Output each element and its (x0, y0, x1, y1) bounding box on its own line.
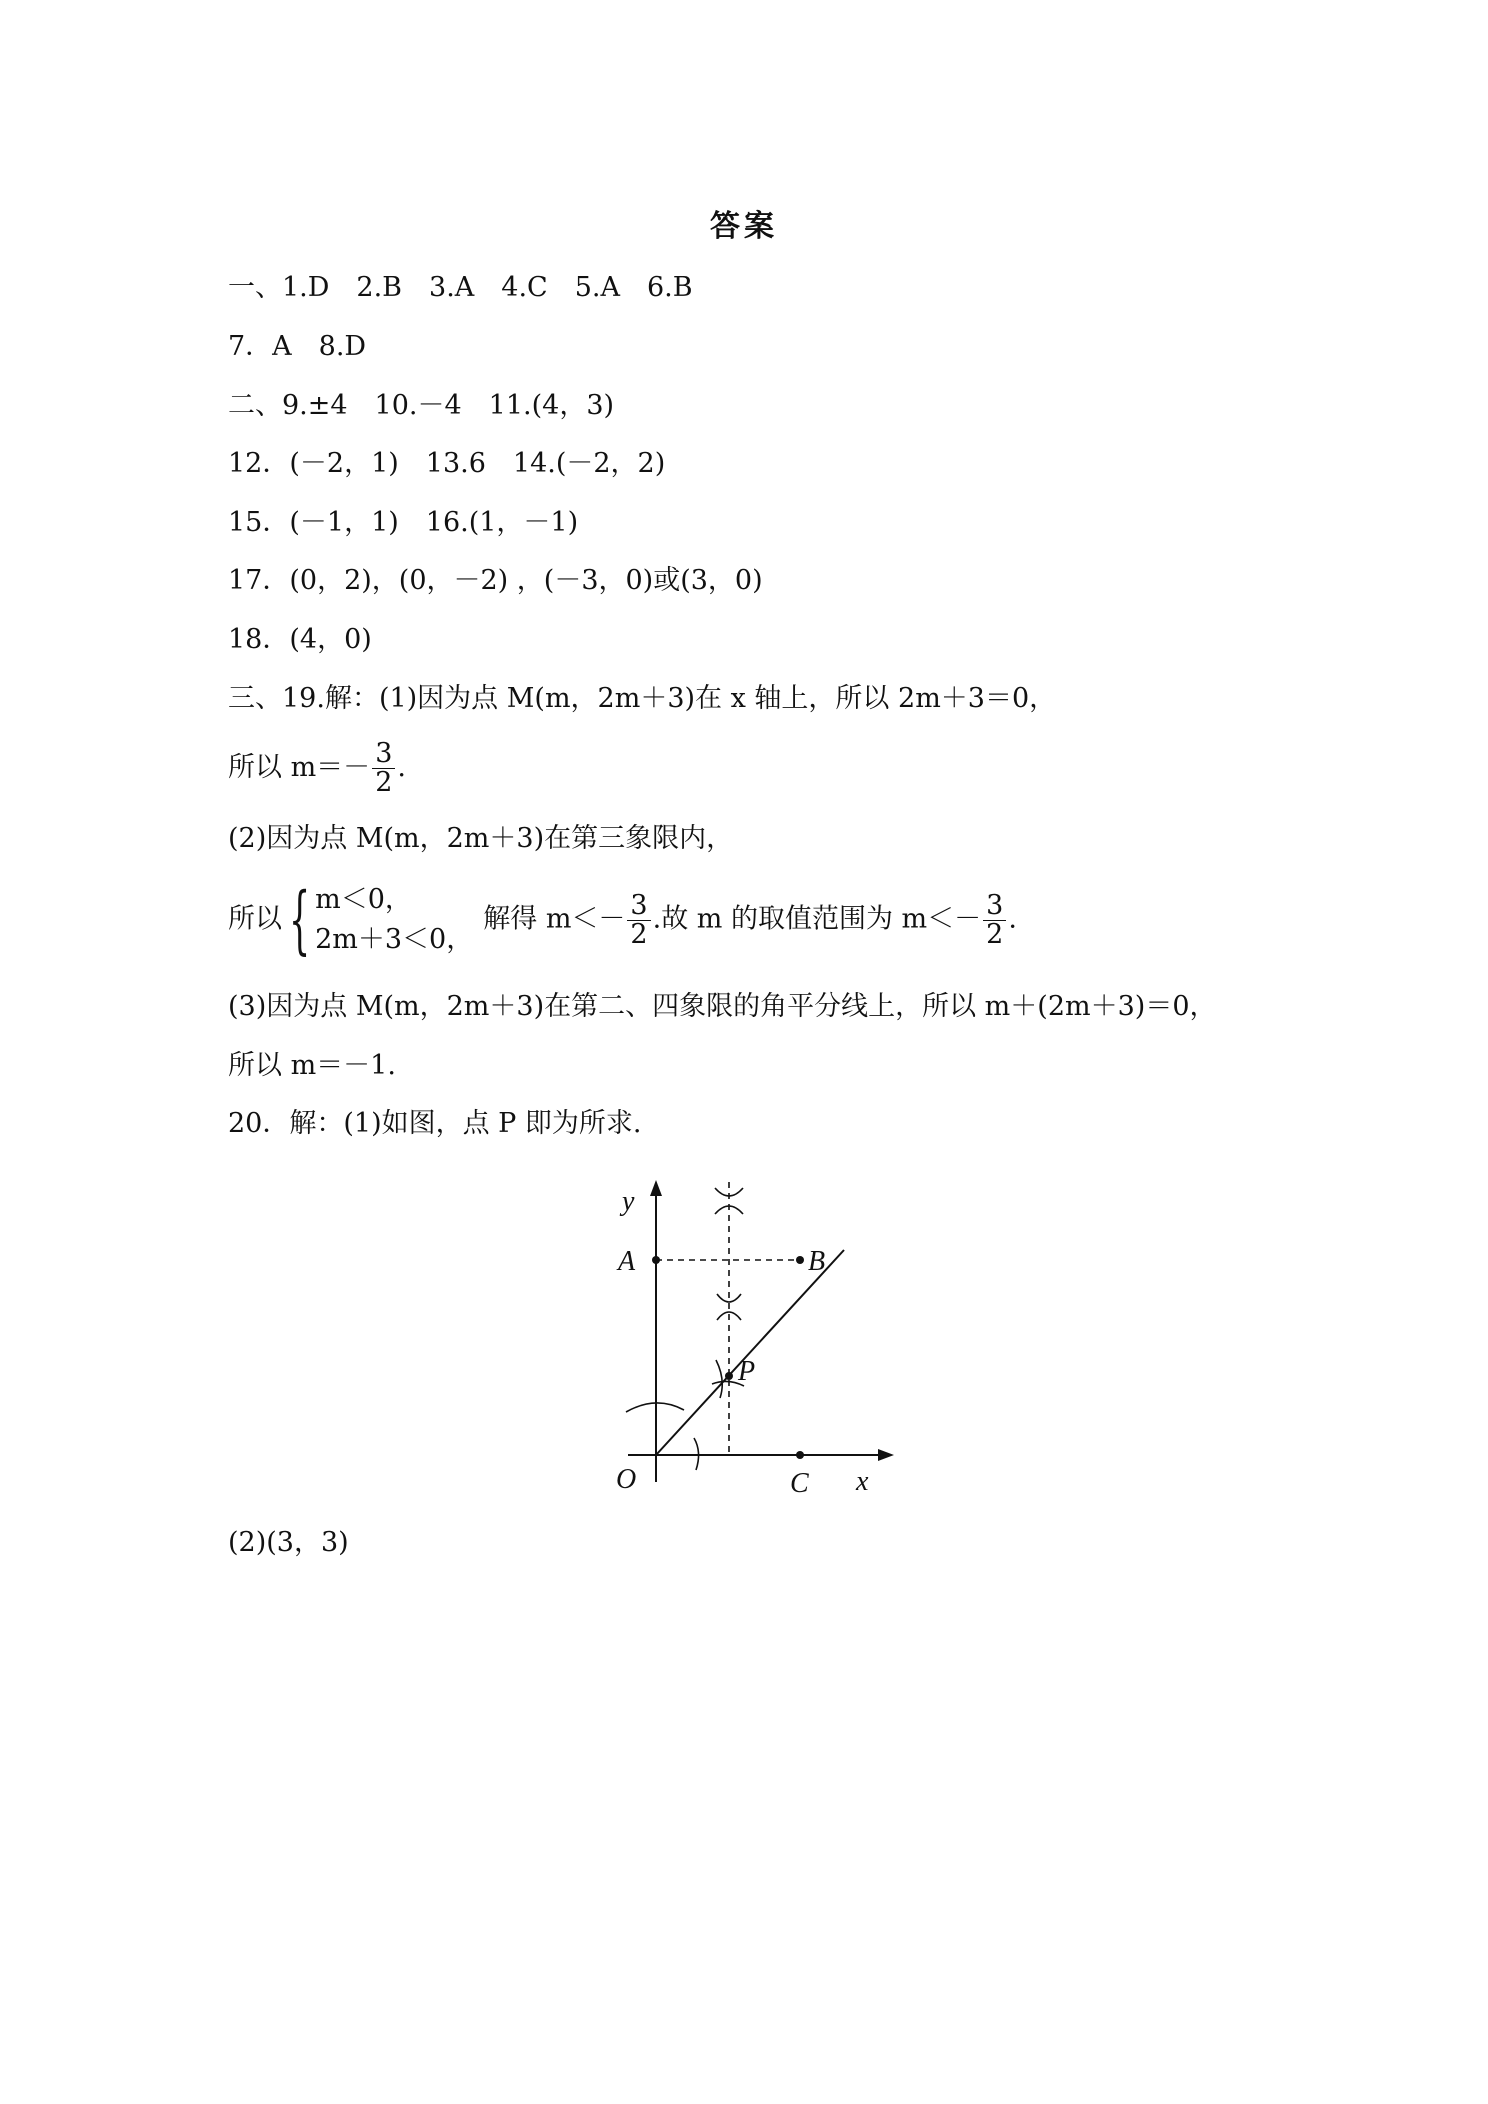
inequality-1: m＜0， (315, 884, 412, 915)
label-B: B (808, 1246, 826, 1277)
fraction (627, 889, 650, 950)
answer-line-10: (2)因为点 M(m，2m＋3)在第三象限内， (228, 823, 734, 854)
answer-line-11 (228, 877, 1017, 963)
line11-range: .故 m 的取值范围为 m＜－ (652, 903, 982, 935)
point-B (796, 1256, 804, 1264)
fraction-numerator: 3 (627, 892, 650, 921)
answer-line-14: 20．解：(1)如图，点 P 即为所求. (228, 1108, 642, 1139)
label-x: x (856, 1466, 869, 1497)
fraction (372, 740, 395, 797)
answer-line-3: 二、9.±4 10.－4 11.(4，3) (228, 390, 615, 421)
brace-symbol: { (288, 877, 311, 963)
answer-line-12: (3)因为点 M(m，2m＋3)在第二、四象限的角平分线上，所以 m＋(2m＋3)＝0， (228, 991, 1217, 1022)
answer-line-4: 12．(－2，1) 13.6 14.(－2，2) (228, 448, 666, 479)
label-C: C (790, 1468, 809, 1499)
answer-line-7: 18．(4，0) (228, 624, 372, 655)
answer-line-5: 15．(－1，1) 16.(1，－1) (228, 507, 579, 538)
line11-solve: 解得 m＜－ (483, 903, 626, 935)
line9-end: . (397, 752, 406, 783)
page-title: 答案 (710, 209, 778, 244)
label-O: O (616, 1464, 637, 1495)
line11-text: 所以 (228, 903, 282, 935)
answer-line-2: 7．A 8.D (228, 331, 367, 362)
y-axis-arrow (650, 1180, 662, 1196)
answer-line-13: 所以 m＝－1. (228, 1050, 396, 1081)
inequality-system (315, 880, 473, 960)
inequality-2: 2m＋3＜0， (315, 924, 474, 955)
answer-line-15: (2)(3，3) (228, 1527, 349, 1558)
line11-end: . (1008, 903, 1017, 935)
answer-line-8: 三、19.解：(1)因为点 M(m，2m＋3)在 x 轴上，所以 2m＋3＝0， (228, 683, 1057, 714)
line9-text: 所以 m＝－ (228, 752, 371, 783)
angle-bisector (656, 1250, 844, 1455)
fraction-numerator: 3 (372, 740, 395, 769)
answer-line-6: 17．(0，2)，(0，－2) ，(－3，0)或(3，0) (228, 565, 763, 596)
fraction-denominator: 2 (375, 767, 393, 798)
fraction-denominator: 2 (630, 918, 648, 950)
label-y: y (622, 1186, 635, 1217)
answer-line-1: 一、1.D 2.B 3.A 4.C 5.A 6.B (228, 272, 693, 303)
point-A (652, 1256, 660, 1264)
fraction (983, 889, 1006, 950)
construction-figure (600, 1170, 900, 1500)
point-P (725, 1372, 733, 1380)
x-axis-arrow (878, 1449, 894, 1461)
label-A: A (618, 1246, 636, 1277)
answer-line-9 (228, 740, 406, 797)
fraction-denominator: 2 (986, 918, 1004, 950)
point-C (796, 1451, 804, 1459)
fraction-numerator: 3 (983, 892, 1006, 921)
label-P: P (738, 1356, 756, 1387)
arc-bisector-1 (716, 1360, 722, 1398)
